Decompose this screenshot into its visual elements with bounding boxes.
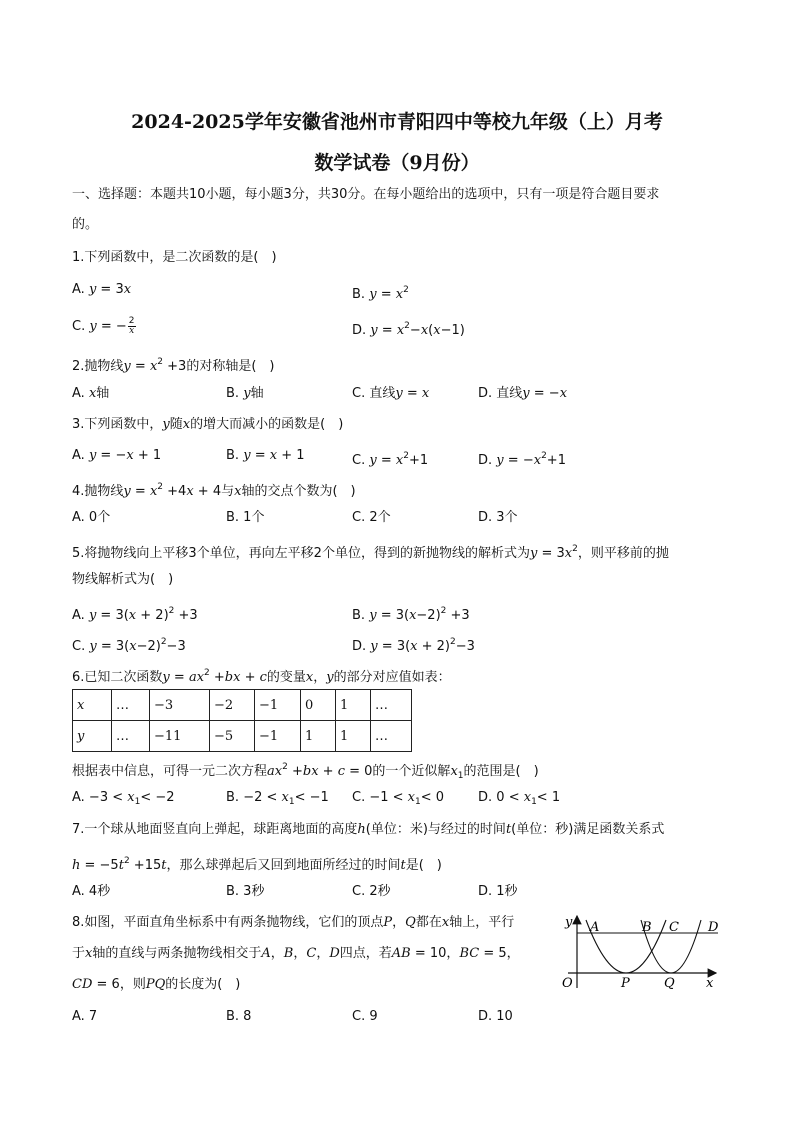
- q1-option-a: A. y = 3x: [72, 282, 132, 297]
- q4-option-b: B. 1个: [226, 510, 265, 525]
- q6-question: 根据表中信息，可得一元二次方程$ax^2 +bx + c = 0$的一个近似解$x_1$的范围是( ): [72, 762, 539, 781]
- q3-option-a: A. y = −x + 1: [72, 448, 162, 463]
- table-cell: −5: [210, 721, 255, 752]
- table-cell: …: [371, 690, 412, 721]
- label-origin: O: [562, 976, 573, 991]
- q7-option-b: B. 3秒: [226, 884, 265, 899]
- q8-option-b: B. 8: [226, 1009, 252, 1024]
- table-cell: −1: [255, 690, 301, 721]
- value-table: [72, 689, 412, 752]
- section-heading-line2: 的。: [72, 217, 99, 232]
- q8-option-c: C. 9: [352, 1009, 378, 1024]
- q7-option-d: D. 1秒: [478, 884, 518, 899]
- q7-stem-line2: $h = -5t^2 +15t$，那么球弹起后又回到地面所经过的时间t是( ): [72, 856, 442, 873]
- table-cell: −3: [150, 690, 210, 721]
- table-cell: −1: [255, 721, 301, 752]
- q5-option-b: B. $y = 3(x-2)^2 +3$: [352, 606, 470, 623]
- label-x: x: [706, 976, 714, 991]
- q6-option-a: A. $-3 < x_1< -2$: [72, 790, 175, 807]
- table-cell: …: [112, 690, 150, 721]
- label-b: B: [642, 920, 652, 935]
- title-line-2: 数学试卷（9月份）: [314, 152, 480, 174]
- table-cell: …: [371, 721, 412, 752]
- parabola-figure: [558, 910, 728, 992]
- q1-option-d: D. $y = x^2-x(x-1)$: [352, 321, 465, 338]
- table-cell: −11: [150, 721, 210, 752]
- q8-stem-line3: CD = 6，则PQ的长度为( ): [72, 977, 241, 992]
- q4-option-a: A. 0个: [72, 510, 111, 525]
- q1-stem: 1.下列函数中，是二次函数的是( ): [72, 250, 277, 265]
- q4-option-c: C. 2个: [352, 510, 391, 525]
- q5-option-a: A. $y = 3(x + 2)^2 +3$: [72, 606, 198, 623]
- q6-option-b: B. $-2 < x_1< -1$: [226, 790, 329, 807]
- table-cell: y: [73, 721, 112, 752]
- q4-option-d: D. 3个: [478, 510, 518, 525]
- q5-option-c: C. $y = 3(x-2)^2-3$: [72, 637, 186, 654]
- q8-option-a: A. 7: [72, 1009, 98, 1024]
- q2-option-b: B. y轴: [226, 386, 264, 401]
- label-a: A: [590, 920, 600, 935]
- q3-stem: 3.下列函数中，y随x的增大而减小的函数是( ): [72, 417, 344, 432]
- q2-option-d: D. 直线y = −x: [478, 386, 568, 401]
- q2-option-a: A. x轴: [72, 386, 110, 401]
- q3-option-c: C. $y = x^2+1$: [352, 451, 429, 468]
- table-row: [73, 721, 412, 752]
- q6-stem: 6.已知二次函数$y = ax^2 +bx + c$的变量x，y的部分对应值如表：: [72, 668, 451, 685]
- q1-option-c: C. y = − $\frac{2}{x}$: [72, 316, 135, 336]
- label-q: Q: [664, 976, 675, 991]
- q5-option-d: D. $y = 3(x + 2)^2-3$: [352, 637, 475, 654]
- q7-option-c: C. 2秒: [352, 884, 391, 899]
- q8-stem-line2: 于x轴的直线与两条抛物线相交于A，B，C，D四点，若AB = 10，BC = 5，: [72, 946, 520, 961]
- q6-option-d: D. $0 < x_1< 1$: [478, 790, 561, 807]
- q2-stem: 2.抛物线$y = x^2 +3$的对称轴是( ): [72, 357, 275, 374]
- q4-stem: 4.抛物线$y = x^2 +4x + 4$与x轴的交点个数为( ): [72, 482, 356, 499]
- q5-stem-line1: 5.将抛物线向上平移3个单位，再向左平移2个单位，得到的新抛物线的解析式为$y = 3x^2$，则平移前的抛: [72, 544, 669, 561]
- q1-option-b: B. $y = x^2$: [352, 285, 409, 302]
- q7-stem-line1: 7.一个球从地面竖直向上弹起，球距离地面的高度h(单位：米)与经过的时间t(单位：秒)满足函数关系式: [72, 822, 665, 837]
- q7-option-a: A. 4秒: [72, 884, 111, 899]
- table-cell: x: [73, 690, 112, 721]
- q3-option-d: D. $y = -x^2+1$: [478, 451, 566, 468]
- label-c: C: [669, 920, 679, 935]
- title-line-1: 2024-2025学年安徽省池州市青阳四中等校九年级（上）月考: [131, 111, 663, 133]
- label-d: D: [708, 920, 719, 935]
- table-cell: 1: [336, 721, 371, 752]
- table-cell: 1: [336, 690, 371, 721]
- label-p: P: [621, 976, 630, 991]
- table-cell: 0: [301, 690, 336, 721]
- table-cell: …: [112, 721, 150, 752]
- q6-option-c: C. $-1 < x_1< 0$: [352, 790, 445, 807]
- table-row: [73, 690, 412, 721]
- q2-option-c: C. 直线y = x: [352, 386, 430, 401]
- section-heading-line1: 一、选择题：本题共10小题，每小题3分，共30分。在每小题给出的选项中，只有一项是符合题目要求: [72, 187, 660, 202]
- q3-option-b: B. y = x + 1: [226, 448, 305, 463]
- q5-stem-line2: 物线解析式为( ): [72, 572, 174, 587]
- q8-stem-line1: 8.如图，平面直角坐标系中有两条抛物线，它们的顶点P，Q都在x轴上，平行: [72, 915, 515, 930]
- table-cell: −2: [210, 690, 255, 721]
- table-cell: 1: [301, 721, 336, 752]
- q8-option-d: D. 10: [478, 1009, 513, 1024]
- label-y: y: [565, 915, 573, 930]
